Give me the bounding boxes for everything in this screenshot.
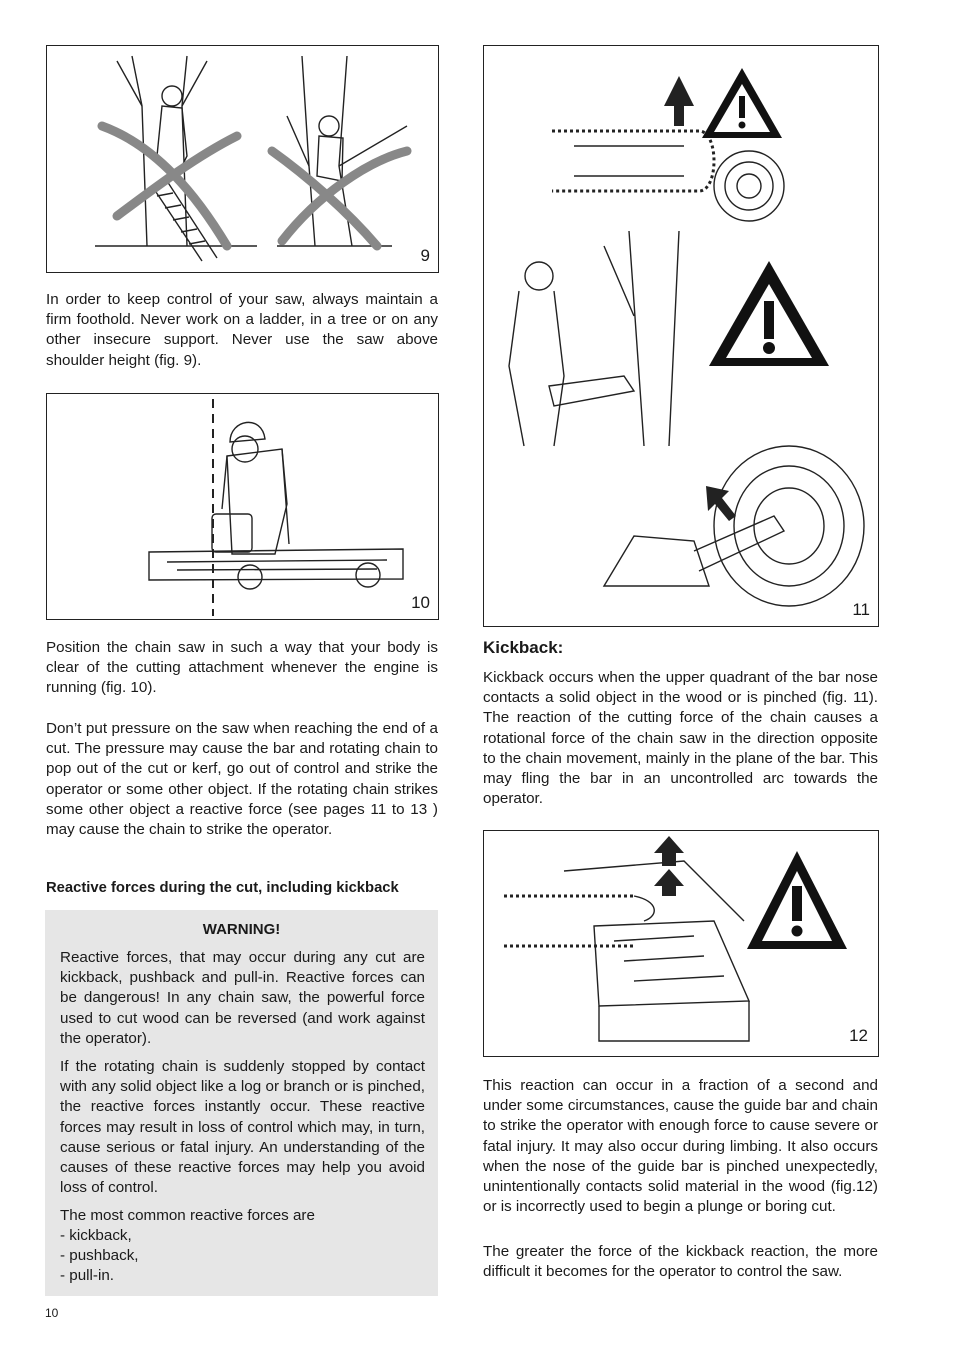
list-item: - pushback, (60, 1247, 139, 1265)
pressure-paragraph: Don’t put pressure on the saw when reaching the end of a cut. The pressure may cause the bar and rotating chain to pop out of the cut or kerf, go out of control and strike the operator or some other object. If the rotating chain strikes some other object a reactive force (see pages 11 to 13 ) may cause the chain to strike the operator. (46, 720, 438, 839)
list-item: - kickback, (60, 1227, 132, 1244)
figure-10 (46, 393, 439, 620)
page-number: 10 (45, 1306, 59, 1320)
figure-10-number: 10 (411, 593, 430, 612)
reactive-forces-heading: Reactive forces during the cut, including kickback (46, 880, 399, 896)
reaction-paragraph: This reaction can occur in a fraction of a second and under some circumstances, cause the guide bar and chain to strike the operator with enough force to cause severe or fatal injury. It may also occur during limbing. It also occurs when the nose of the guide bar is pinched unexpectedly, unintentionally contacts solid material in the wood (fig.12) or is incorrectly used to begin a plunge or boring cut. (483, 1077, 878, 1216)
figure-12-number: 12 (849, 1026, 868, 1045)
figure-12-illustration (484, 831, 879, 1057)
reactive-forces-list (60, 1226, 139, 1287)
list-item: - pull-in. (60, 1267, 115, 1285)
position-paragraph: Position the chain saw in such a way that your body is clear of the cutting attachment whenever the engine is running (fig. 10). (46, 639, 438, 697)
figure-11-illustration (484, 46, 879, 627)
kickback-paragraph: Kickback occurs when the upper quadrant of the bar nose contacts a solid object in the wood or is pinched (fig. 11). The reaction of the cutting force of the chain causes a rotational force of the chain saw in the direction opposite to the chain movement, mainly in the plane of the bar. This may fling the bar in an uncontrolled arc towards the operator. (483, 669, 878, 808)
figure-9-number: 9 (420, 246, 430, 265)
figure-9 (46, 45, 439, 273)
warning-box (45, 910, 438, 1296)
warning-title: WARNING! (202, 921, 281, 938)
greater-force-paragraph: The greater the force of the kickback reaction, the more difficult it becomes for the operator to control the saw. (483, 1243, 878, 1281)
figure-9-illustration (47, 46, 439, 273)
figure-10-illustration (47, 394, 439, 620)
figure-11 (483, 45, 879, 627)
foothold-paragraph: In order to keep control of your saw, always maintain a firm foothold. Never work on a ladder, in a tree or on any other insecure support. Never use the saw above shoulder height (fig. 9). (46, 291, 438, 369)
figure-12 (483, 830, 879, 1057)
warning-list-intro: The most common reactive forces are (60, 1207, 315, 1224)
warning-paragraph-1: Reactive forces, that may occur during any cut are kickback, pushback and pull-in. Reactive forces can be dangerous! In any chain saw, the powerful force used to cut wood can be reversed (and work against the operator). (60, 949, 425, 1047)
kickback-heading: Kickback: (483, 638, 564, 657)
warning-paragraph-2: If the rotating chain is suddenly stopped by contact with any solid object like a log or branch or is pinched, the reactive forces instantly occur. These reactive forces may result in loss of control which may, in turn, cause serious or fatal injury. An understanding of the causes of these reactive forces may help you avoid loss of control. (60, 1058, 425, 1197)
figure-11-number: 11 (852, 600, 870, 619)
